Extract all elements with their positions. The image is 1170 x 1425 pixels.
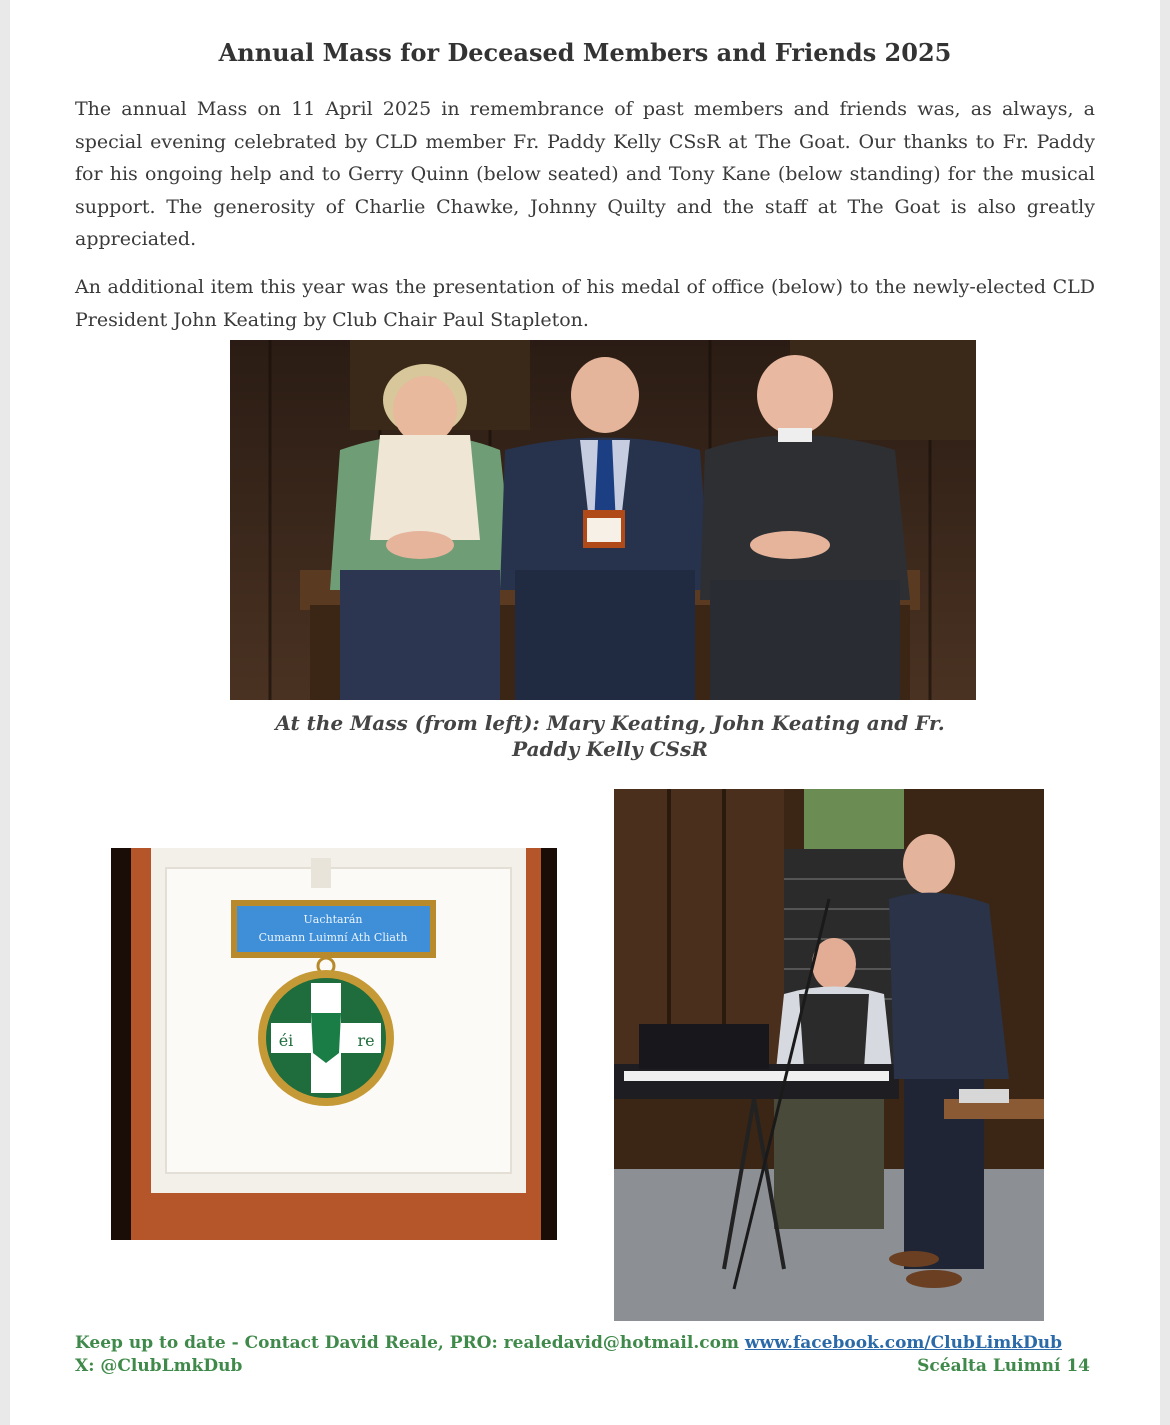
musicians-photo: [614, 789, 1044, 1321]
footer-x-handle[interactable]: X: @ClubLmkDub: [75, 1356, 243, 1376]
group-photo: [230, 340, 976, 700]
caption-line-2: Paddy Kelly CSsR: [512, 737, 708, 761]
footer-page-label: Scéalta Luimní 14: [917, 1356, 1090, 1376]
footer-bottom-line: [75, 1356, 1090, 1376]
presentation-paragraph: An additional item this year was the presentation of his medal of office (below) to the newly-elected CLD President John Keating by Club Chair Paul Stapleton.: [75, 276, 1095, 331]
page-title: Annual Mass for Deceased Members and Friends 2025: [218, 38, 952, 67]
medal-photo: [111, 848, 557, 1240]
medal-letters-right: re: [357, 1031, 375, 1050]
newsletter-page: [10, 0, 1160, 1425]
facebook-link[interactable]: www.facebook.com/ClubLimkDub: [744, 1333, 1063, 1353]
intro-paragraph: The annual Mass on 11 April 2025 in remembrance of past members and friends was, as always, a special evening celebrated by CLD member Fr. Paddy Kelly CSsR at The Goat. Our thanks to Fr. Paddy for his ongoing help and to Gerry Quinn (below seated) and Tony Kane (below standing) for the musical support. The generosity of Charlie Chawke, Johnny Quilty and the staff at The Goat is also greatly appreciated.: [75, 98, 1095, 250]
caption-line-1: At the Mass (from left): Mary Keating, John Keating and Fr.: [275, 711, 945, 735]
medal-ribbon-line-2: Cumann Luimní Ath Cliath: [258, 931, 408, 944]
footer-contact-text: Keep up to date - Contact David Reale, PRO: realedavid@hotmail.com: [75, 1333, 739, 1353]
medal-letters-left: éi: [278, 1031, 294, 1050]
medal-ribbon-line-1: Uachtarán: [303, 913, 363, 926]
footer-contact-line: [75, 1333, 1090, 1353]
photo-caption: [230, 710, 990, 762]
